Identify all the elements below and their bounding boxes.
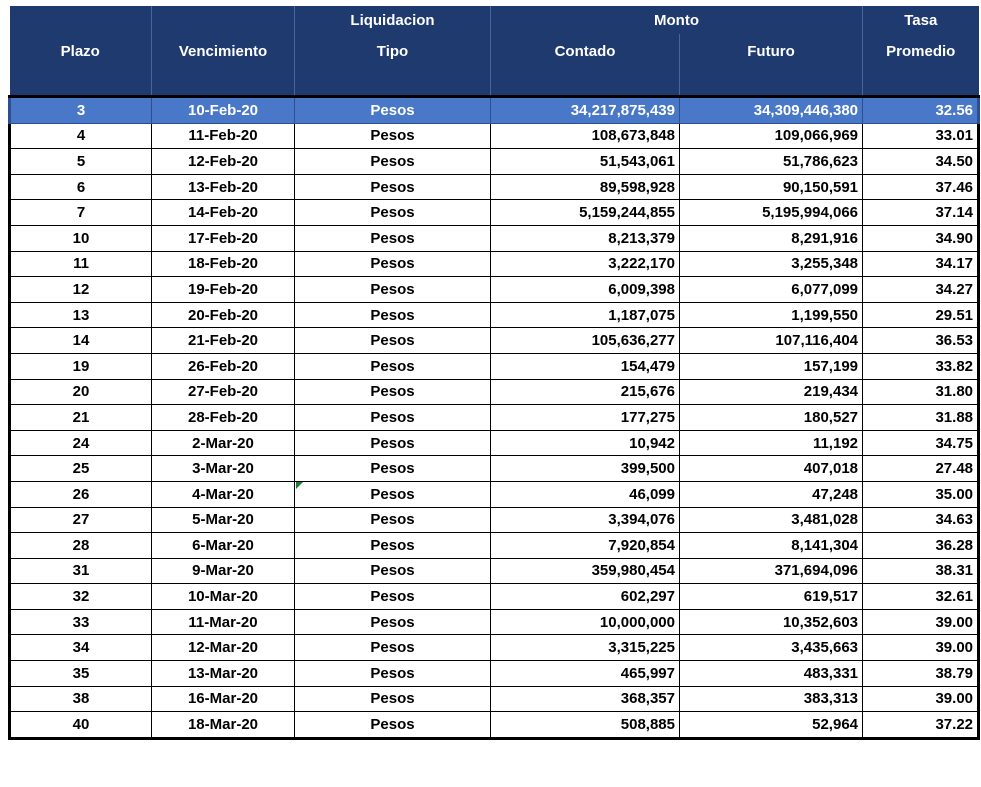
header-vencimiento[interactable]: Vencimiento (152, 34, 295, 68)
cell-tasa[interactable]: 38.31 (863, 558, 979, 584)
cell-plazo[interactable]: 6 (10, 174, 152, 200)
cell-contado[interactable]: 508,885 (491, 712, 680, 739)
cell-plazo[interactable]: 27 (10, 507, 152, 533)
cell-contado[interactable]: 8,213,379 (491, 225, 680, 251)
cell-vencimiento[interactable]: 9-Mar-20 (152, 558, 295, 584)
cell-tasa[interactable]: 34.17 (863, 251, 979, 277)
cell-futuro[interactable]: 483,331 (680, 661, 863, 687)
cell-tasa[interactable]: 35.00 (863, 481, 979, 507)
cell-tasa[interactable]: 34.90 (863, 225, 979, 251)
table-row[interactable] (10, 328, 979, 354)
cell-futuro[interactable]: 3,255,348 (680, 251, 863, 277)
cell-tipo[interactable]: Pesos (295, 584, 491, 610)
cell-tipo[interactable]: Pesos (295, 353, 491, 379)
cell-tasa[interactable]: 39.00 (863, 609, 979, 635)
cell-tasa[interactable]: 39.00 (863, 635, 979, 661)
cell-contado[interactable]: 3,315,225 (491, 635, 680, 661)
cell-contado[interactable]: 3,222,170 (491, 251, 680, 277)
cell-plazo[interactable]: 10 (10, 225, 152, 251)
cell-plazo[interactable]: 40 (10, 712, 152, 739)
cell-plazo[interactable]: 11 (10, 251, 152, 277)
cell-tipo[interactable]: Pesos (295, 328, 491, 354)
cell-futuro[interactable]: 107,116,404 (680, 328, 863, 354)
header-tipo[interactable]: Tipo (295, 34, 491, 68)
spreadsheet (8, 6, 977, 740)
cell-futuro[interactable]: 34,309,446,380 (680, 97, 863, 124)
cell-contado[interactable]: 177,275 (491, 405, 680, 431)
cell-futuro[interactable]: 6,077,099 (680, 277, 863, 303)
cell-tasa[interactable]: 38.79 (863, 661, 979, 687)
cell-tipo[interactable]: Pesos (295, 430, 491, 456)
cell-futuro[interactable]: 90,150,591 (680, 174, 863, 200)
cell-vencimiento[interactable]: 16-Mar-20 (152, 686, 295, 712)
cell-vencimiento[interactable]: 11-Mar-20 (152, 609, 295, 635)
cell-vencimiento[interactable]: 6-Mar-20 (152, 533, 295, 559)
cell-tasa[interactable]: 33.82 (863, 353, 979, 379)
header-spacer-cell[interactable] (863, 68, 979, 97)
table-row[interactable] (10, 277, 979, 303)
table-row[interactable] (10, 149, 979, 175)
header-liquidacion[interactable]: Liquidacion (295, 6, 491, 34)
table-row[interactable] (10, 661, 979, 687)
cell-vencimiento[interactable]: 18-Mar-20 (152, 712, 295, 739)
comment-indicator-icon[interactable] (296, 482, 303, 489)
cell-vencimiento[interactable]: 14-Feb-20 (152, 200, 295, 226)
table-row[interactable] (10, 174, 979, 200)
cell-futuro[interactable]: 3,481,028 (680, 507, 863, 533)
cell-futuro[interactable]: 219,434 (680, 379, 863, 405)
cell-plazo[interactable]: 3 (10, 97, 152, 124)
cell-contado[interactable]: 154,479 (491, 353, 680, 379)
cell-contado[interactable]: 6,009,398 (491, 277, 680, 303)
cell-plazo[interactable]: 33 (10, 609, 152, 635)
cell-contado[interactable]: 3,394,076 (491, 507, 680, 533)
cell-futuro[interactable]: 109,066,969 (680, 123, 863, 149)
cell-vencimiento[interactable]: 13-Mar-20 (152, 661, 295, 687)
cell-contado[interactable]: 5,159,244,855 (491, 200, 680, 226)
table-row[interactable] (10, 302, 979, 328)
cell-plazo[interactable]: 24 (10, 430, 152, 456)
table-header (10, 6, 979, 97)
cell-futuro[interactable]: 407,018 (680, 456, 863, 482)
cell-plazo[interactable]: 7 (10, 200, 152, 226)
cell-futuro[interactable]: 11,192 (680, 430, 863, 456)
header-spacer-cell[interactable] (491, 68, 680, 97)
cell-vencimiento[interactable]: 28-Feb-20 (152, 405, 295, 431)
cell-tasa[interactable]: 32.56 (863, 97, 979, 124)
cell-plazo[interactable]: 28 (10, 533, 152, 559)
header-cell[interactable] (10, 6, 152, 34)
cell-tasa[interactable]: 37.22 (863, 712, 979, 739)
cell-vencimiento[interactable]: 17-Feb-20 (152, 225, 295, 251)
cell-tipo[interactable]: Pesos (295, 609, 491, 635)
cell-plazo[interactable]: 25 (10, 456, 152, 482)
cell-tipo[interactable]: Pesos (295, 149, 491, 175)
cell-plazo[interactable]: 19 (10, 353, 152, 379)
header-tasa[interactable]: Tasa (863, 6, 979, 34)
cell-futuro[interactable]: 619,517 (680, 584, 863, 610)
cell-futuro[interactable]: 371,694,096 (680, 558, 863, 584)
table-row[interactable] (10, 353, 979, 379)
cell-vencimiento[interactable]: 12-Mar-20 (152, 635, 295, 661)
cell-vencimiento[interactable]: 3-Mar-20 (152, 456, 295, 482)
table-row[interactable] (10, 251, 979, 277)
cell-contado[interactable]: 7,920,854 (491, 533, 680, 559)
cell-tasa[interactable]: 27.48 (863, 456, 979, 482)
cell-tipo[interactable]: Pesos (295, 277, 491, 303)
table-row[interactable] (10, 225, 979, 251)
cell-tasa[interactable]: 34.27 (863, 277, 979, 303)
cell-futuro[interactable]: 52,964 (680, 712, 863, 739)
cell-tipo[interactable]: Pesos (295, 97, 491, 124)
cell-tipo[interactable]: Pesos (295, 174, 491, 200)
cell-tasa[interactable]: 37.14 (863, 200, 979, 226)
cell-tipo[interactable]: Pesos (295, 251, 491, 277)
cell-contado[interactable]: 46,099 (491, 481, 680, 507)
cell-futuro[interactable]: 47,248 (680, 481, 863, 507)
cell-contado[interactable]: 359,980,454 (491, 558, 680, 584)
cell-tasa[interactable]: 31.80 (863, 379, 979, 405)
cell-futuro[interactable]: 1,199,550 (680, 302, 863, 328)
header-spacer-cell[interactable] (152, 68, 295, 97)
cell-futuro[interactable]: 8,291,916 (680, 225, 863, 251)
cell-tipo[interactable]: Pesos (295, 481, 491, 507)
cell-tipo[interactable]: Pesos (295, 686, 491, 712)
cell-tipo[interactable]: Pesos (295, 712, 491, 739)
table-row[interactable] (10, 97, 979, 124)
cell-tasa[interactable]: 31.88 (863, 405, 979, 431)
cell-futuro[interactable]: 8,141,304 (680, 533, 863, 559)
cell-futuro[interactable]: 180,527 (680, 405, 863, 431)
table-row[interactable] (10, 456, 979, 482)
cell-plazo[interactable]: 20 (10, 379, 152, 405)
cell-plazo[interactable]: 4 (10, 123, 152, 149)
cell-tasa[interactable]: 32.61 (863, 584, 979, 610)
cell-vencimiento[interactable]: 26-Feb-20 (152, 353, 295, 379)
table-row[interactable] (10, 635, 979, 661)
cell-plazo[interactable]: 14 (10, 328, 152, 354)
cell-contado[interactable]: 51,543,061 (491, 149, 680, 175)
cell-contado[interactable]: 108,673,848 (491, 123, 680, 149)
cell-plazo[interactable]: 32 (10, 584, 152, 610)
cell-tasa[interactable]: 36.28 (863, 533, 979, 559)
cell-contado[interactable]: 1,187,075 (491, 302, 680, 328)
cell-futuro[interactable]: 5,195,994,066 (680, 200, 863, 226)
cell-futuro[interactable]: 3,435,663 (680, 635, 863, 661)
cell-futuro[interactable]: 383,313 (680, 686, 863, 712)
cell-futuro[interactable]: 157,199 (680, 353, 863, 379)
cell-contado[interactable]: 399,500 (491, 456, 680, 482)
cell-vencimiento[interactable]: 10-Feb-20 (152, 97, 295, 124)
cell-tasa[interactable]: 37.46 (863, 174, 979, 200)
cell-tipo[interactable]: Pesos (295, 225, 491, 251)
table-body (10, 97, 979, 739)
table-row[interactable] (10, 584, 979, 610)
cell-vencimiento[interactable]: 21-Feb-20 (152, 328, 295, 354)
cell-tipo[interactable]: Pesos (295, 558, 491, 584)
cell-contado[interactable]: 89,598,928 (491, 174, 680, 200)
cell-vencimiento[interactable]: 13-Feb-20 (152, 174, 295, 200)
header-plazo[interactable]: Plazo (10, 34, 152, 68)
cell-tasa[interactable]: 39.00 (863, 686, 979, 712)
cell-vencimiento[interactable]: 12-Feb-20 (152, 149, 295, 175)
cell-plazo[interactable]: 21 (10, 405, 152, 431)
cell-vencimiento[interactable]: 2-Mar-20 (152, 430, 295, 456)
cell-tipo[interactable]: Pesos (295, 123, 491, 149)
header-spacer-cell[interactable] (295, 68, 491, 97)
cell-tipo[interactable]: Pesos (295, 302, 491, 328)
cell-plazo[interactable]: 5 (10, 149, 152, 175)
table-row[interactable] (10, 481, 979, 507)
cell-plazo[interactable]: 34 (10, 635, 152, 661)
header-spacer-cell[interactable] (10, 68, 152, 97)
cell-contado[interactable]: 10,000,000 (491, 609, 680, 635)
cell-vencimiento[interactable]: 5-Mar-20 (152, 507, 295, 533)
cell-tipo[interactable]: Pesos (295, 379, 491, 405)
cell-vencimiento[interactable]: 4-Mar-20 (152, 481, 295, 507)
cell-plazo[interactable]: 38 (10, 686, 152, 712)
table-row[interactable] (10, 405, 979, 431)
cell-plazo[interactable]: 35 (10, 661, 152, 687)
cell-contado[interactable]: 368,357 (491, 686, 680, 712)
cell-contado[interactable]: 105,636,277 (491, 328, 680, 354)
cell-plazo[interactable]: 13 (10, 302, 152, 328)
table-row[interactable] (10, 686, 979, 712)
header-spacer-cell[interactable] (680, 68, 863, 97)
maturity-table (8, 6, 980, 740)
cell-tipo[interactable]: Pesos (295, 661, 491, 687)
cell-futuro[interactable]: 10,352,603 (680, 609, 863, 635)
cell-tipo[interactable]: Pesos (295, 405, 491, 431)
cell-tipo[interactable]: Pesos (295, 635, 491, 661)
cell-vencimiento[interactable]: 11-Feb-20 (152, 123, 295, 149)
cell-contado[interactable]: 602,297 (491, 584, 680, 610)
header-monto[interactable]: Monto (491, 6, 863, 34)
cell-tasa[interactable]: 36.53 (863, 328, 979, 354)
cell-vencimiento[interactable]: 18-Feb-20 (152, 251, 295, 277)
cell-vencimiento[interactable]: 27-Feb-20 (152, 379, 295, 405)
cell-plazo[interactable]: 26 (10, 481, 152, 507)
table-row[interactable] (10, 123, 979, 149)
cell-tasa[interactable]: 34.50 (863, 149, 979, 175)
cell-futuro[interactable]: 51,786,623 (680, 149, 863, 175)
table-row[interactable] (10, 200, 979, 226)
table-row[interactable] (10, 712, 979, 739)
cell-plazo[interactable]: 31 (10, 558, 152, 584)
table-row[interactable] (10, 379, 979, 405)
table-row[interactable] (10, 609, 979, 635)
cell-contado[interactable]: 10,942 (491, 430, 680, 456)
cell-tasa[interactable]: 29.51 (863, 302, 979, 328)
cell-tipo[interactable]: Pesos (295, 533, 491, 559)
cell-tasa[interactable]: 34.75 (863, 430, 979, 456)
header-promedio[interactable]: Promedio (863, 34, 979, 68)
cell-tipo[interactable]: Pesos (295, 507, 491, 533)
cell-contado[interactable]: 215,676 (491, 379, 680, 405)
cell-tipo[interactable]: Pesos (295, 456, 491, 482)
header-futuro[interactable]: Futuro (680, 34, 863, 68)
cell-vencimiento[interactable]: 19-Feb-20 (152, 277, 295, 303)
cell-plazo[interactable]: 12 (10, 277, 152, 303)
cell-tasa[interactable]: 34.63 (863, 507, 979, 533)
header-contado[interactable]: Contado (491, 34, 680, 68)
cell-vencimiento[interactable]: 10-Mar-20 (152, 584, 295, 610)
table-row[interactable] (10, 507, 979, 533)
cell-tipo[interactable]: Pesos (295, 200, 491, 226)
cell-vencimiento[interactable]: 20-Feb-20 (152, 302, 295, 328)
table-row[interactable] (10, 430, 979, 456)
cell-contado[interactable]: 465,997 (491, 661, 680, 687)
table-row[interactable] (10, 558, 979, 584)
header-cell[interactable] (152, 6, 295, 34)
table-row[interactable] (10, 533, 979, 559)
cell-contado[interactable]: 34,217,875,439 (491, 97, 680, 124)
cell-tasa[interactable]: 33.01 (863, 123, 979, 149)
